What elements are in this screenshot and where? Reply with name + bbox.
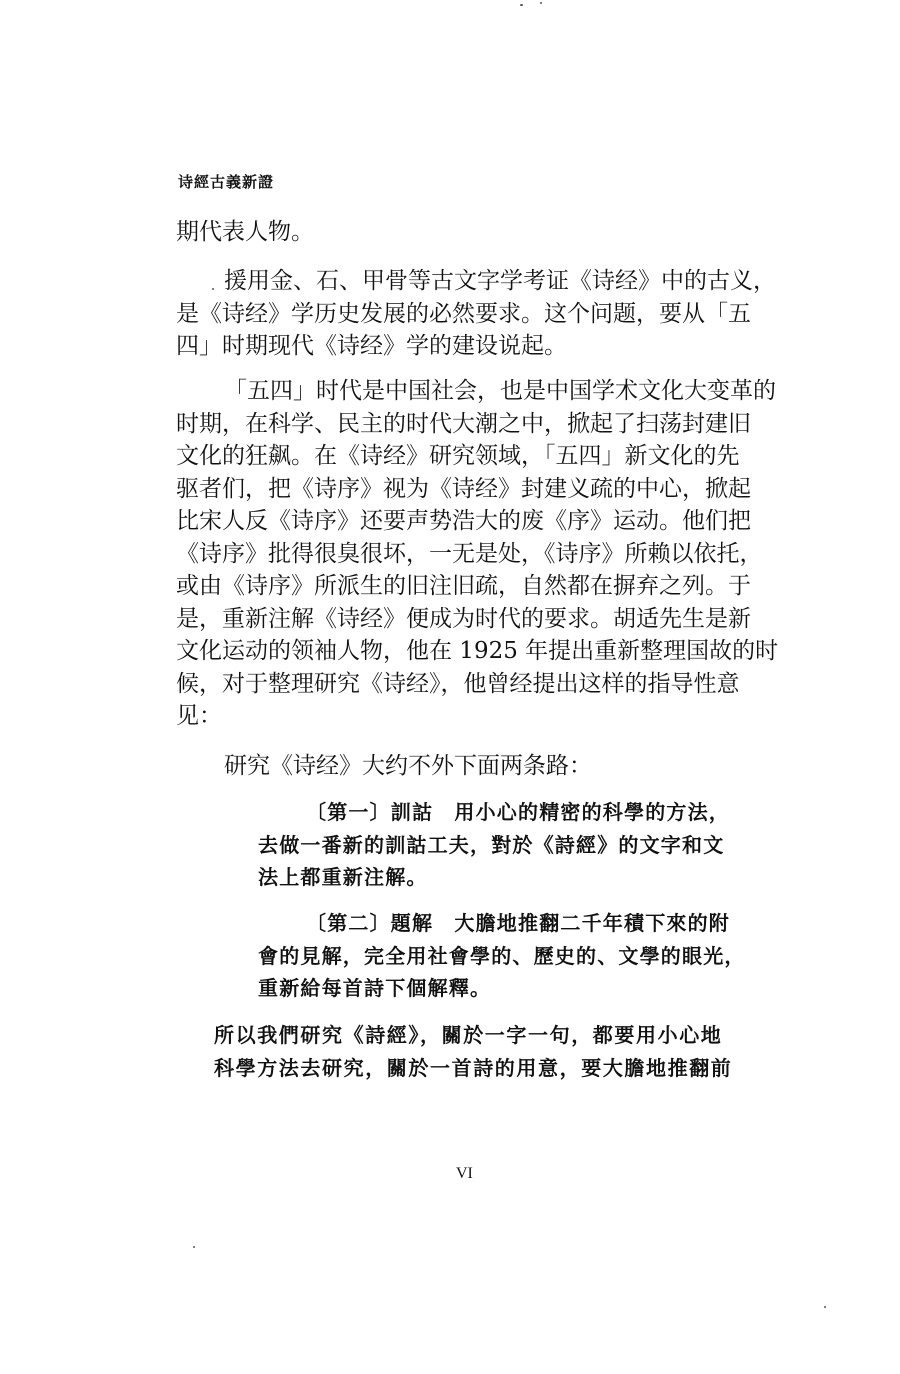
quote-line: 重新給每首詩下個解釋。 <box>258 976 492 1000</box>
text-line: 时期，在科学、民主的时代大潮之中，掀起了扫荡封建旧 <box>176 410 751 437</box>
paragraph-3 <box>176 750 756 783</box>
scan-speck <box>824 1306 826 1308</box>
paragraph-2 <box>176 375 779 733</box>
closing-quote <box>214 1019 759 1084</box>
scan-speck <box>193 1246 195 1248</box>
text-line: 驱者们，把《诗序》视为《诗经》封建义疏的中心，掀起 <box>176 475 751 502</box>
paragraph-1 <box>176 265 776 363</box>
page-number: VI <box>456 1165 473 1182</box>
quote-line: 法上都重新注解。 <box>258 865 428 889</box>
text-line: 《诗序》批得很臭很坏，一无是处，《诗序》所赖以依托， <box>176 540 763 567</box>
quote-line: 去做一番新的訓詁工夫，對於《詩經》的文字和文 <box>258 832 725 857</box>
running-header: 诗經古義新證 <box>178 173 275 191</box>
block-quote-2 <box>258 907 758 1005</box>
text-line: 研究《诗经》大约不外下面两条路： <box>224 753 592 779</box>
quote-line: 會的見解，完全用社會學的、歷史的、文學的眼光， <box>258 943 746 968</box>
scan-speck <box>540 2 542 4</box>
quote-line: 所以我們研究《詩經》，關於一字一句，都要用小心地 <box>214 1023 723 1047</box>
text-line: 四」时期现代《诗经》学的建设说起。 <box>176 333 567 359</box>
text-line: 或由《诗序》所派生的旧注旧疏，自然都在摒弃之列。于 <box>176 573 751 599</box>
quote-line: 科學方法去研究，關於一首詩的用意，要大膽地推翻前 <box>214 1055 733 1080</box>
text-line: 文化的狂飙。在《诗经》研究领域，「五四」新文化的先 <box>176 443 740 469</box>
block-quote-1 <box>258 796 758 894</box>
quote-line: 〔第二〕題解 大膽地推翻二千年積下來的附 <box>306 911 730 935</box>
text-line: 文化运动的领袖人物，他在 1925 年提出重新整理国故的时 <box>176 638 779 664</box>
text-line: 候，对于整理研究《诗经》，他曾经提出这样的指导性意 <box>176 670 740 697</box>
text-line: 期代表人物。 <box>176 219 314 245</box>
text-line: 是《诗经》学历史发展的必然要求。这个问题，要从「五 <box>176 300 751 327</box>
text-line: 比宋人反《诗序》还要声势浩大的废《序》运动。他们把 <box>176 508 751 534</box>
text-line: 是，重新注解《诗经》便成为时代的要求。胡适先生是新 <box>176 605 751 632</box>
scan-speck <box>520 4 523 6</box>
text-line: 援用金、石、甲骨等古文字学考证《诗经》中的古义， <box>224 268 776 294</box>
text-line: 见： <box>176 703 222 729</box>
scan-speck <box>212 288 214 290</box>
quote-line: 〔第一〕訓詁 用小心的精密的科學的方法， <box>306 800 730 824</box>
paragraph-continuation <box>176 216 756 249</box>
text-line: 「五四」时代是中国社会，也是中国学术文化大变革的 <box>224 378 776 404</box>
